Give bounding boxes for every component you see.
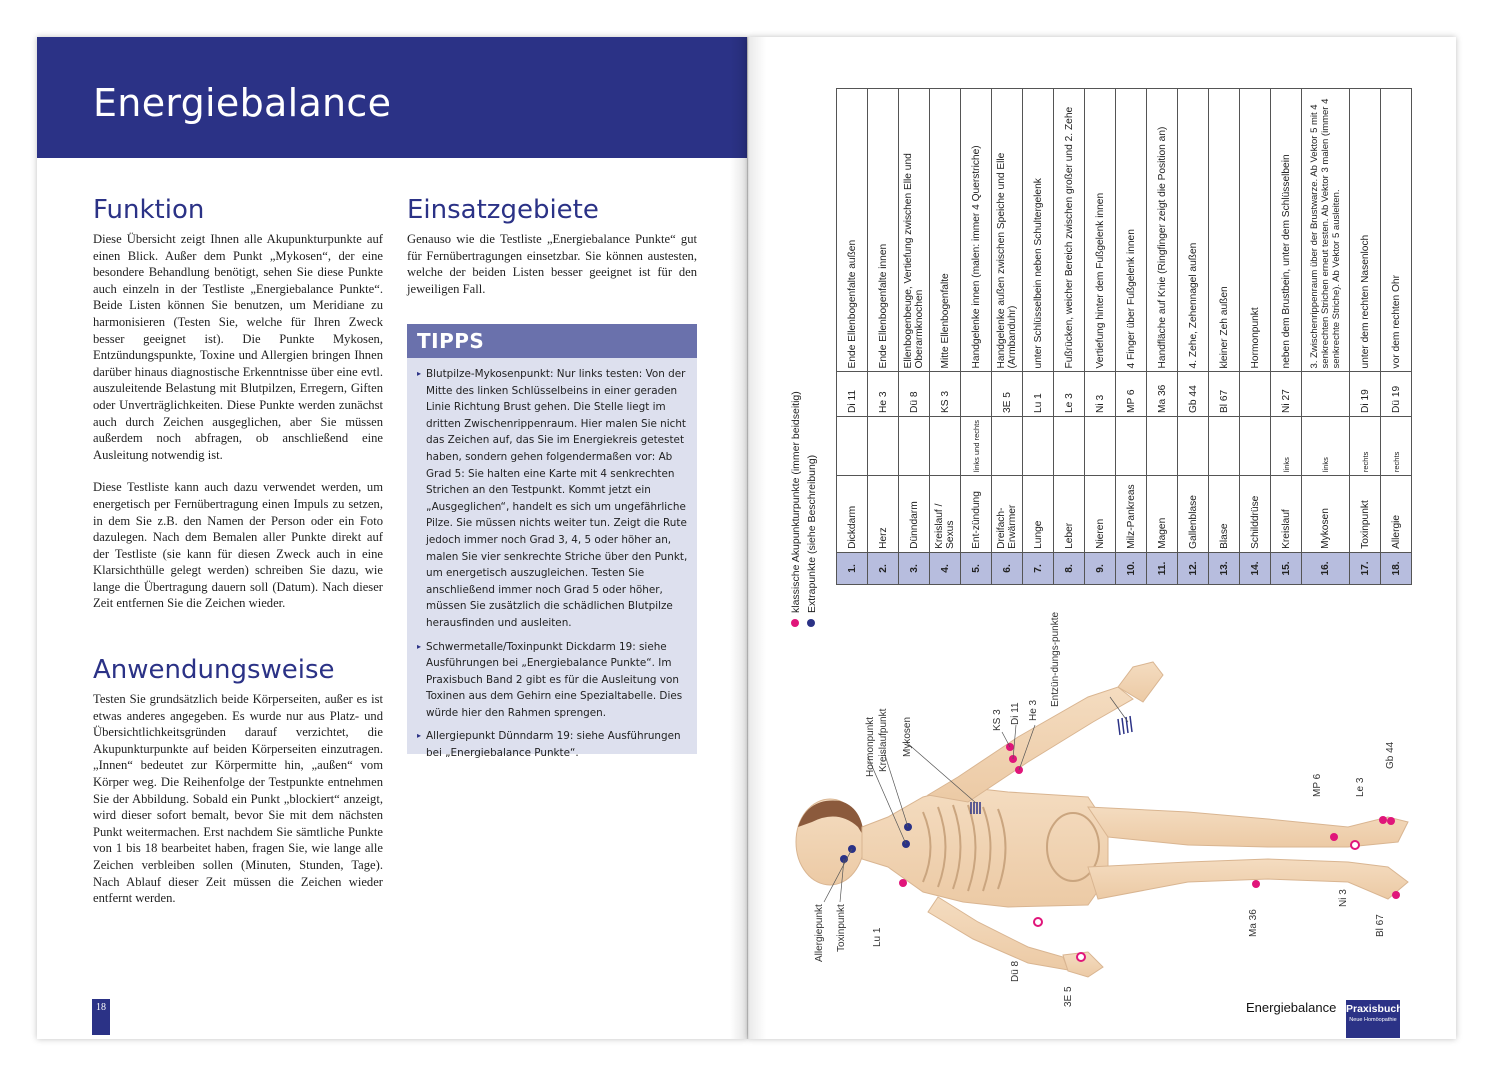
table-cell-side (899, 417, 930, 476)
tipps-item: ▸ Allergiepunkt Dünndarm 19: siehe Ausführungen bei „Energiebalance Punkte“. (417, 728, 689, 761)
table-cell-num: 5. (961, 552, 992, 584)
table-cell-organ: Gallenblase (1178, 476, 1209, 553)
table-cell-num: 2. (868, 552, 899, 584)
entzuendung-label: Entzün-dungs-punkte (1050, 611, 1061, 707)
table-row (1023, 89, 1054, 585)
3e5-label: 3E 5 (1063, 986, 1074, 1007)
toxin-label: Toxinpunkt (836, 904, 847, 952)
ma36-point-dot (1252, 880, 1260, 888)
table-cell-desc: 3. Zwischenrippenraum über der Brustwarze. Ab Vektor 5 mit 4 senkrechten Strichen erneut testen. Ab Vektor 3 malen (immer 4 senkrechte Striche). Ab Vektor 5 ausleiten. (1302, 89, 1350, 372)
tipps-box (407, 324, 697, 760)
table-cell-desc: 4 Finger über Fußgelenk innen (1116, 89, 1147, 372)
praxisbuch-logo (1346, 1000, 1403, 1038)
gb44-point-dot (1387, 817, 1395, 825)
gb44-label: Gb 44 (1385, 741, 1396, 769)
table-cell-desc: Ende Ellenbogenfalte innen (868, 89, 899, 372)
table-cell-side (868, 417, 899, 476)
table-cell-side: rechts (1381, 417, 1412, 476)
footer-title: Energiebalance (1246, 1000, 1337, 1015)
table-row (1381, 89, 1412, 585)
right-page (748, 37, 1456, 1039)
table-cell-side (1147, 417, 1178, 476)
table-cell-num: 15. (1271, 552, 1302, 584)
table-row (1054, 89, 1085, 585)
table-row (1147, 89, 1178, 585)
3e5-point-dot (1077, 953, 1085, 961)
anwendung-heading: Anwendungsweise (93, 655, 335, 685)
table-row (930, 89, 961, 585)
table-cell-side (1116, 417, 1147, 476)
table-row (992, 89, 1023, 585)
du8-label: Dü 8 (1010, 960, 1021, 982)
table-cell-desc: kleiner Zeh außen (1209, 89, 1240, 372)
title-banner (37, 37, 747, 158)
table-cell-side: links (1302, 417, 1350, 476)
table-cell-desc: vor dem rechten Ohr (1381, 89, 1412, 372)
table-cell-num: 1. (837, 552, 868, 584)
left-page (37, 37, 747, 1039)
einsatz-paragraph: Genauso wie die Testliste „Energiebalance Punkte“ gut für Fernübertragungen einsetzbar. Sie können austesten, welche der beiden Listen besser geeignet ist für den jeweiligen Fall. (407, 232, 697, 296)
table-cell-organ: Mykosen (1302, 476, 1350, 553)
classic-point-icon (791, 619, 799, 627)
table-cell-point: Dü 19 (1381, 372, 1412, 417)
le3-label: Le 3 (1355, 777, 1366, 797)
table-row (1209, 89, 1240, 585)
table-cell-num: 17. (1350, 552, 1381, 584)
lower-arm-shape (928, 897, 1068, 970)
legend (788, 337, 828, 627)
table-cell-organ: Toxinpunkt (1350, 476, 1381, 553)
tipps-list (407, 358, 697, 762)
table-cell-side: rechts (1350, 417, 1381, 476)
table-cell-organ: Dickdarm (837, 476, 868, 553)
page-number: 18 (92, 999, 110, 1035)
table-cell-num: 10. (1116, 552, 1147, 584)
kreislauf-label: Kreislaufpunkt (878, 708, 889, 772)
leg-upper-shape (1088, 807, 1408, 847)
table-cell-num: 12. (1178, 552, 1209, 584)
table-cell-point: Le 3 (1054, 372, 1085, 417)
table-cell-point: Ni 3 (1085, 372, 1116, 417)
table-cell-organ: Kreislauf (1271, 476, 1302, 553)
ma36-label: Ma 36 (1248, 909, 1259, 937)
acupuncture-table-area (836, 88, 1400, 585)
tipps-heading: TIPPS (407, 324, 697, 358)
table-cell-side (1178, 417, 1209, 476)
table-row (1085, 89, 1116, 585)
table-cell-organ: Blase (1209, 476, 1240, 553)
table-row (837, 89, 868, 585)
table-cell-desc: Handfläche auf Knie (Ringfinger zeigt die Position an) (1147, 89, 1178, 372)
rotated-table-container (836, 88, 1400, 585)
legend-area (788, 337, 828, 627)
table-cell-side (1054, 417, 1085, 476)
table-cell-desc: Mitte Ellenbogenfalte (930, 89, 961, 372)
table-cell-desc: Fußrücken, weicher Bereich zwischen großer und 2. Zehe (1054, 89, 1085, 372)
table-cell-point: KS 3 (930, 372, 961, 417)
table-row (961, 89, 992, 585)
logo-main-text: Praxisbuch (1346, 1003, 1403, 1015)
table-cell-num: 18. (1381, 552, 1412, 584)
funktion-heading: Funktion (93, 195, 205, 225)
lu1-point-dot (899, 879, 907, 887)
torso-shape (862, 787, 1108, 907)
table-cell-point: 3E 5 (992, 372, 1023, 417)
table-row (899, 89, 930, 585)
table-cell-num: 4. (930, 552, 961, 584)
mykosen-label: Mykosen (902, 716, 913, 757)
le3-point-dot (1379, 816, 1387, 824)
table-cell-num: 16. (1302, 552, 1350, 584)
table-cell-point: He 3 (868, 372, 899, 417)
table-row (1271, 89, 1302, 585)
table-cell-desc: 4. Zehe, Zehennagel außen (1178, 89, 1209, 372)
mp6-point-dot (1330, 833, 1338, 841)
einsatz-heading: Einsatzgebiete (407, 195, 599, 225)
ni3-label: Ni 3 (1338, 889, 1349, 907)
du8-point-dot (1034, 918, 1042, 926)
table-cell-point: MP 6 (1116, 372, 1147, 417)
table-cell-side (1209, 417, 1240, 476)
table-cell-point: Lu 1 (1023, 372, 1054, 417)
table-cell-point (961, 372, 992, 417)
table-cell-num: 9. (1085, 552, 1116, 584)
table-cell-organ: Lunge (1023, 476, 1054, 553)
table-cell-organ: Ent-zündung (961, 476, 992, 553)
table-cell-organ: Allergie (1381, 476, 1412, 553)
anwendung-paragraph: Testen Sie grundsätzlich beide Körperseiten, außer es ist etwas anderes angegeben. Es wurde nur aus Platz- und Übersichtlichkeitsgründen darauf verzichtet, die Akupunkturpunkte auf beiden Körperseiten einzutragen. „Innen“ bedeutet zur Körpermitte hin, „außen“ vom Körper weg. Die Reihenfolge der Testpunkte entnehmen Sie der Abbildung. Sobald ein Punkt „blockiert“ anzeigt, wird dieser sofort bemalt, bevor Sie mit dem nächsten Punkt weitermachen. Erst nachdem Sie sämtliche Punkte von 1 bis 18 bearbeitet haben, fragen Sie, wie lange alle Zeichen verbleiben sollen (Minuten, Stunden, Tage). Nach Ablauf dieser Zeit müssen die Zeichen wieder entfernt werden. (93, 692, 383, 906)
table-cell-side (1023, 417, 1054, 476)
table-row (1240, 89, 1271, 585)
ks3-label: KS 3 (992, 709, 1003, 731)
table-cell-point (1240, 372, 1271, 417)
legend-extra: Extrapunkte (siehe Beschreibung) (806, 454, 818, 613)
legend-classic: klassische Akupunkturpunkte (immer beidseitig) (790, 391, 802, 613)
table-cell-point: Di 19 (1350, 372, 1381, 417)
funktion-paragraph-1: Diese Übersicht zeigt Ihnen alle Akupunkturpunkte auf einen Blick. Außer dem Punkt „Mykosen“, der eine besondere Behandlung benötigt, sehen Sie diese Punkte auch einzeln in der Testliste „Energiebalance Punkte“. Beide Listen können Sie benutzen, um Meridiane zu harmonisieren (Testen Sie, welche für Ihren Zweck besser geeignet ist). Die Punkte Mykosen, Entzündungspunkte, Toxine und Allergien bringen Ihnen darüber hinaus diagnostische Erkenntnisse über eine evtl. auszuleitende Belastung mit Blutpilzen, Erregern, Giften oder Unverträglichkeiten. Diese Punkte werden zunächst auch durch Zeichen ausgeglichen, aber Sie müssen außerdem noch abfragen, ob anschließend eine Ausleitung notwendig ist. (93, 232, 383, 462)
table-row (1350, 89, 1381, 585)
table-cell-desc: Hormonpunkt (1240, 89, 1271, 372)
table-cell-side (1240, 417, 1271, 476)
extra-point-icon (807, 619, 815, 627)
table-cell-desc: unter dem rechten Nasenloch (1350, 89, 1381, 372)
table-cell-desc: Ende Ellenbogenfalte außen (837, 89, 868, 372)
leg-lower-shape (1088, 859, 1408, 899)
hormon-label: Hormonpunkt (865, 716, 876, 777)
table-cell-organ: Leber (1054, 476, 1085, 553)
table-cell-side: links (1271, 417, 1302, 476)
acupuncture-table (836, 88, 1412, 585)
table-row (868, 89, 899, 585)
ni3-point-dot (1351, 841, 1359, 849)
table-row (1116, 89, 1147, 585)
bl67-point-dot (1392, 891, 1400, 899)
table-cell-desc: Handgelenke außen zwischen Speiche und Elle (Armbanduhr) (992, 89, 1023, 372)
table-cell-point (1302, 372, 1350, 417)
table-cell-side: links und rechts (961, 417, 992, 476)
table-cell-num: 14. (1240, 552, 1271, 584)
table-cell-num: 6. (992, 552, 1023, 584)
di11-label: Di 11 (1010, 702, 1021, 725)
table-cell-num: 8. (1054, 552, 1085, 584)
table-cell-organ: Dreifach-Erwärmer (992, 476, 1023, 553)
anwendung-section (93, 655, 383, 907)
table-cell-side (1085, 417, 1116, 476)
tipps-item: ▸ Schwermetalle/Toxinpunkt Dickdarm 19: siehe Ausführungen bei „Energiebalance Punkte“. Im Praxisbuch Band 2 gibt es für die Ausleitung von Toxinen aus dem Gehirn eine Spezialtabelle. Dies würde hier den Rahmen sprengen. (417, 639, 689, 722)
table-cell-point: Gb 44 (1178, 372, 1209, 417)
table-cell-desc: Ellenbogenbeuge, Vertiefung zwischen Elle und Oberarmknochen (899, 89, 930, 372)
he3-label: He 3 (1028, 699, 1039, 721)
table-cell-organ: Nieren (1085, 476, 1116, 553)
page-title: Energiebalance (93, 81, 392, 125)
table-cell-desc: neben dem Brustbein, unter dem Schlüsselbein (1271, 89, 1302, 372)
table-cell-organ: Schilddrüse (1240, 476, 1271, 553)
table-cell-organ: Kreislauf / Sexus (930, 476, 961, 553)
allergie-label: Allergiepunkt (814, 904, 825, 962)
table-cell-point: Ni 27 (1271, 372, 1302, 417)
table-cell-organ: Magen (1147, 476, 1178, 553)
table-cell-num: 11. (1147, 552, 1178, 584)
table-cell-point: Bl 67 (1209, 372, 1240, 417)
table-cell-num: 3. (899, 552, 930, 584)
table-cell-organ: Herz (868, 476, 899, 553)
logo-sub-text: Neue Homöopathie (1349, 1017, 1397, 1023)
entzuendung-marks (1118, 716, 1132, 735)
table-cell-point: Ma 36 (1147, 372, 1178, 417)
mp6-label: MP 6 (1312, 773, 1323, 797)
bl67-label: Bl 67 (1375, 914, 1386, 937)
funktion-section (93, 195, 383, 612)
body-figure (788, 611, 1428, 1007)
table-cell-side (992, 417, 1023, 476)
table-cell-organ: Dünndarm (899, 476, 930, 553)
table-row (1302, 89, 1350, 585)
table-cell-point: Dü 8 (899, 372, 930, 417)
lu1-label: Lu 1 (872, 927, 883, 947)
einsatz-section (407, 195, 697, 297)
funktion-paragraph-2: Diese Testliste kann auch dazu verwendet werden, um energetisch per Fernübertragung einen Impuls zu setzen, in dem Sie z.B. den Namen der Person oder ein Foto dazulegen. Nach dem Bemalen aller Punkte direkt auf der Testliste (sie kann für diesen Zweck auch in eine Klarsichthülle gelegt werden) schreiben Sie dazu, wie lange die Übertragung dauern soll (Datum). Nach dieser Zeit entfernen Sie die Zeichen wieder. (93, 480, 383, 611)
table-row (1178, 89, 1209, 585)
table-cell-desc: unter Schlüsselbein neben Schultergelenk (1023, 89, 1054, 372)
tipps-item: ▸ Blutpilze-Mykosenpunkt: Nur links testen: Von der Mitte des linken Schlüsselbeins in einer geraden Linie Richtung Brust gehen. Die Stelle liegt im dritten Zwischenrippenraum. Hier malen Sie nicht das Zeichen auf, das Sie im Energiekreis getestet haben, sondern gehen folgendermaßen vor: Ab Grad 5: Sie halten eine Karte mit 4 senkrechten Strichen an den Testpunkt. Kommt jetzt ein „Ausgeglichen“, handelt es sich um ungefährliche Pilze. Sie müssen nichts weiter tun. Zeigt die Rute jedoch immer noch Grad 3, 4, 5 oder höher an, malen Sie vier senkrechte Striche über den Punkt, um energetisch auszugleichen. Testen Sie anschließend immer noch Grad 5 oder höher, müssen Sie zusätzlich die schädlichen Blutpilze herausfinden und ausleiten. (417, 366, 689, 632)
table-cell-side (837, 417, 868, 476)
table-cell-organ: Milz-Pankreas (1116, 476, 1147, 553)
table-cell-side (930, 417, 961, 476)
table-cell-num: 7. (1023, 552, 1054, 584)
table-cell-desc: Handgelenke innen (malen: immer 4 Querstriche) (961, 89, 992, 372)
table-cell-num: 13. (1209, 552, 1240, 584)
table-cell-desc: Vertiefung hinter dem Fußgelenk innen (1085, 89, 1116, 372)
table-cell-point: Di 11 (837, 372, 868, 417)
